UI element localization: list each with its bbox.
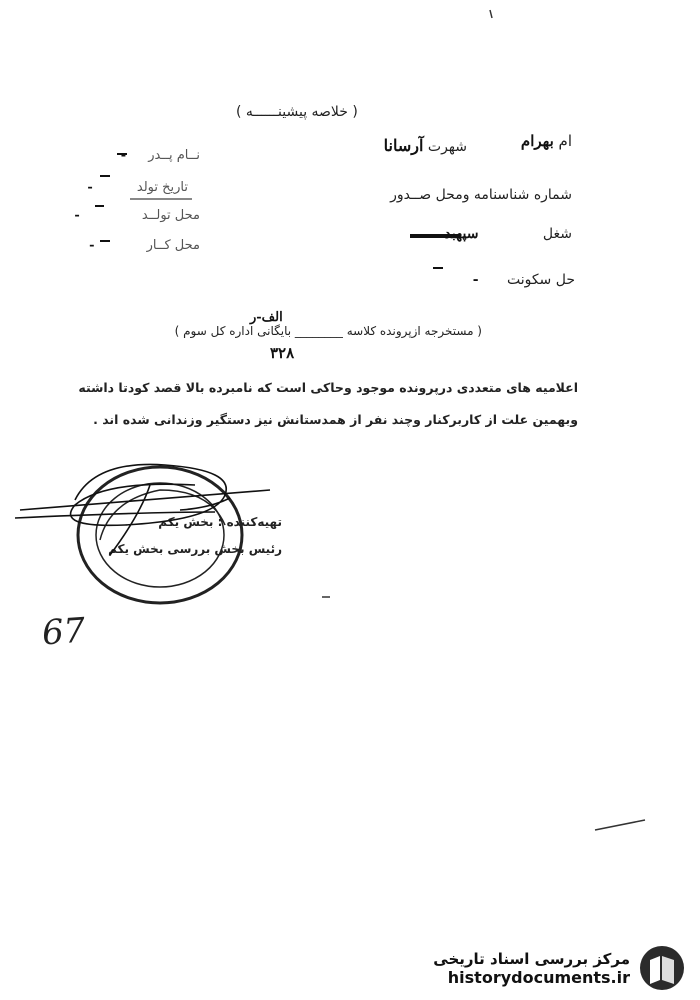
- watermark: [433, 944, 686, 992]
- file-class-value: الف-ر: [250, 310, 283, 325]
- document-heading: ( خلاصه پیشینــــــه ): [236, 104, 358, 120]
- id-number-label: شماره شناسنامه ومحل صــدور: [390, 187, 572, 203]
- signature-scribble: [15, 464, 270, 555]
- workplace-value: -: [89, 238, 95, 253]
- name-label: ام: [558, 132, 572, 150]
- father-name-label: نــام پــدر: [148, 148, 200, 163]
- file-number: ۳۲۸: [270, 344, 295, 362]
- round-stamp: [78, 467, 242, 603]
- job-value: سپهبد: [444, 226, 479, 242]
- stray-marks: [322, 10, 645, 830]
- birth-place-value: -: [74, 208, 80, 223]
- father-name-value: -: [120, 148, 127, 163]
- watermark-url: historydocuments.ir: [447, 967, 630, 987]
- name-value: بهرام: [520, 132, 554, 150]
- birth-place-label: محل تولــد: [141, 208, 200, 223]
- source-line: ( مستخرجه ازپرونده کلاسه ________ بایگانی اداره کل سوم ): [174, 324, 482, 338]
- surname-label: شهرت: [427, 139, 467, 155]
- residence-value: -: [472, 272, 479, 288]
- watermark-title: مرکز بررسی اسناد تاریخی: [433, 949, 630, 968]
- field-dash-marks: [95, 154, 460, 268]
- residence-label: حل سکونت: [506, 272, 575, 288]
- watermark-text: [433, 950, 630, 987]
- handwritten-page-number: 67: [40, 610, 87, 654]
- body-paragraph-1: اعلامیه های متعددی درپرونده موجود وحاکی است که نامبرده بالا قصد کودتا داشته: [78, 380, 578, 395]
- birth-date-value: -: [87, 180, 93, 195]
- preparer-line: تهیه‌کننده : بخش یکم: [158, 515, 282, 529]
- watermark-logo-icon: [638, 944, 686, 992]
- birth-date-label: تاریخ تولد: [136, 180, 188, 195]
- job-label: شغل: [542, 226, 572, 242]
- body-paragraph-2: وبهمین علت از کاربرکنار وچند نفر از همدستانش نیز دستگیر وزندانی شده اند .: [93, 412, 578, 427]
- surname-value: آرسانا: [383, 136, 424, 155]
- workplace-label: محل کــار: [146, 238, 200, 253]
- department-head-line: رئیس بخش بررسی بخش یکم: [108, 542, 282, 556]
